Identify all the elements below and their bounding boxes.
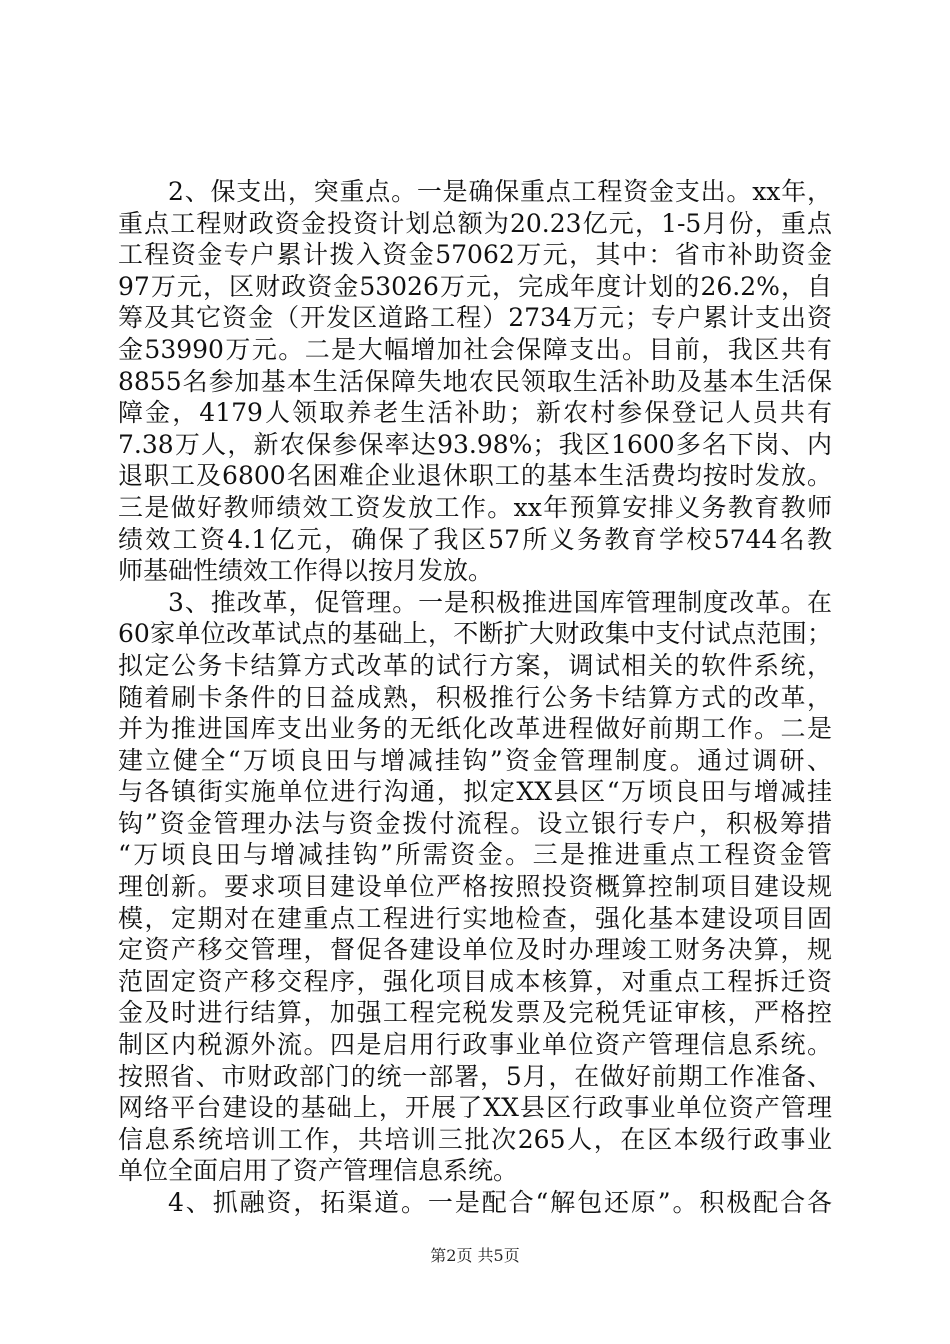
paragraph-line: 60家单位改革试点的基础上，不断扩大财政集中支付试点范围； xyxy=(118,619,832,649)
paragraph-line: 师基础性绩效工作得以按月发放。 xyxy=(118,556,494,586)
paragraph-line: 2、保支出，突重点。一是确保重点工程资金支出。xx年， xyxy=(168,177,832,206)
paragraph-line: 建立健全“万顷良田与增减挂钩”资金管理制度。通过调研、 xyxy=(118,745,832,775)
paragraph-line: 三是做好教师绩效工资发放工作。xx年预算安排义务教育教师 xyxy=(118,492,832,522)
paragraph-line: 钩”资金管理办法与资金拨付流程。设立银行专户，积极筹措 xyxy=(118,808,832,838)
paragraph-line: 信息系统培训工作，共培训三批次265人，在区本级行政事业 xyxy=(118,1124,832,1154)
paragraph-line: 重点工程财政资金投资计划总额为20.23亿元，1-5月份，重点 xyxy=(118,208,832,238)
paragraph-line: 制区内税源外流。四是启用行政事业单位资产管理信息系统。 xyxy=(118,1030,832,1060)
paragraph-line: 按照省、市财政部门的统一部署，5月，在做好前期工作准备、 xyxy=(118,1061,832,1091)
paragraph-line: 范固定资产移交程序，强化项目成本核算，对重点工程拆迁资 xyxy=(118,966,832,996)
paragraph-line: 退职工及6800名困难企业退休职工的基本生活费均按时发放。 xyxy=(118,461,832,491)
page-footer: 第2页 共5页 xyxy=(430,1246,520,1265)
paragraph-line: “万顷良田与增减挂钩”所需资金。三是推进重点工程资金管 xyxy=(118,840,832,870)
paragraph-line: 定资产移交管理，督促各建设单位及时办理竣工财务决算，规 xyxy=(118,935,832,965)
paragraph-line: 筹及其它资金（开发区道路工程）2734万元；专户累计支出资 xyxy=(118,303,832,333)
paragraph-line: 并为推进国库支出业务的无纸化改革进程做好前期工作。二是 xyxy=(118,714,832,744)
paragraph-line: 工程资金专户累计拨入资金57062万元，其中：省市补助资金 xyxy=(118,240,832,270)
paragraph-line: 与各镇街实施单位进行沟通，拟定XX县区“万顷良田与增减挂 xyxy=(118,777,832,807)
paragraph-line: 7.38万人，新农保参保率达93.98%；我区1600多名下岗、内 xyxy=(118,429,832,459)
paragraph-line: 绩效工资4.1亿元，确保了我区57所义务教育学校5744名教 xyxy=(118,524,832,554)
paragraph-line: 障金，4179人领取养老生活补助；新农村参保登记人员共有 xyxy=(118,398,832,428)
paragraph-line: 单位全面启用了资产管理信息系统。 xyxy=(118,1156,519,1186)
paragraph-line: 97万元，区财政资金53026万元，完成年度计划的26.2%，自 xyxy=(118,271,832,301)
paragraph-line: 网络平台建设的基础上，开展了XX县区行政事业单位资产管理 xyxy=(118,1093,832,1123)
paragraph-line: 8855名参加基本生活保障失地农民领取生活补助及基本生活保 xyxy=(118,366,832,396)
paragraph-line: 金53990万元。二是大幅增加社会保障支出。目前，我区共有 xyxy=(118,334,832,364)
paragraph-line: 3、推改革，促管理。一是积极推进国库管理制度改革。在 xyxy=(168,587,832,617)
paragraph-line: 模，定期对在建重点工程进行实地检查，强化基本建设项目固 xyxy=(118,903,832,933)
document-body xyxy=(118,176,832,1219)
paragraph-line: 金及时进行结算，加强工程完税发票及完税凭证审核，严格控 xyxy=(118,998,832,1028)
paragraph-line: 4、抓融资，拓渠道。一是配合“解包还原”。积极配合各 xyxy=(168,1188,832,1217)
paragraph-line: 随着刷卡条件的日益成熟，积极推行公务卡结算方式的改革， xyxy=(118,682,832,712)
paragraph-line: 拟定公务卡结算方式改革的试行方案，调试相关的软件系统， xyxy=(118,650,832,680)
paragraph-line: 理创新。要求项目建设单位严格按照投资概算控制项目建设规 xyxy=(118,872,832,902)
